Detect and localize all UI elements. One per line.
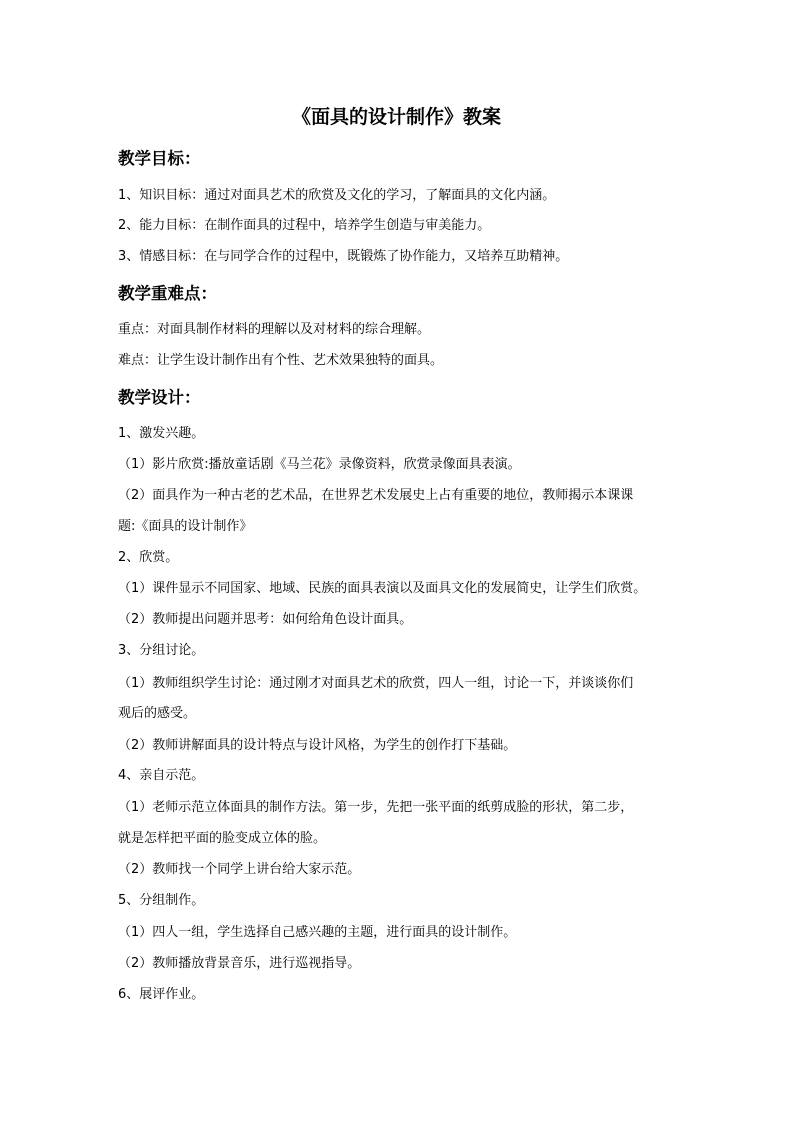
heading-key-points: 教学重难点： xyxy=(118,284,217,303)
design-line: （2）面具作为一种古老的艺术品，在世界艺术发展史上占有重要的地位，教师揭示本课课 xyxy=(118,488,634,503)
design-line: 6、展评作业。 xyxy=(118,987,205,1002)
key-point-item: 难点：让学生设计制作出有个性、艺术效果独特的面具。 xyxy=(118,353,444,368)
design-line: （2）教师讲解面具的设计特点与设计风格，为学生的创作打下基础。 xyxy=(118,738,517,753)
goal-item: 2、能力目标：在制作面具的过程中，培养学生创造与审美能力。 xyxy=(118,218,491,233)
design-line: 题:《面具的设计制作》 xyxy=(118,519,253,534)
design-line: 3、分组讨论。 xyxy=(118,643,205,658)
design-line: （2）教师播放背景音乐，进行巡视指导。 xyxy=(118,956,361,971)
design-line: （2）教师找一个同学上讲台给大家示范。 xyxy=(118,862,361,877)
goal-item: 1、知识目标：通过对面具艺术的欣赏及文化的学习，了解面具的文化内涵。 xyxy=(118,188,556,203)
goal-item: 3、情感目标：在与同学合作的过程中，既锻炼了协作能力，又培养互助精神。 xyxy=(118,249,569,264)
design-line: 观后的感受。 xyxy=(118,706,197,721)
heading-teaching-design: 教学设计： xyxy=(118,388,201,407)
design-line: 2、欣赏。 xyxy=(118,550,179,565)
design-line: 1、激发兴趣。 xyxy=(118,426,205,441)
design-line: 4、亲自示范。 xyxy=(118,768,205,783)
key-point-item: 重点：对面具制作材料的理解以及对材料的综合理解。 xyxy=(118,322,431,337)
design-line: （1）教师组织学生讨论：通过刚才对面具艺术的欣赏，四人一组，讨论一下，并谈谈你们 xyxy=(118,676,634,691)
document-title: 《面具的设计制作》教案 xyxy=(291,106,501,128)
design-line: （1）课件显示不同国家、地域、民族的面具表演以及面具文化的发展简史，让学生们欣赏。 xyxy=(118,581,647,596)
design-line: （2）教师提出问题并思考：如何给角色设计面具。 xyxy=(118,612,413,627)
design-line: （1）老师示范立体面具的制作方法。第一步，先把一张平面的纸剪成脸的形状，第二步， xyxy=(118,800,634,815)
heading-teaching-goals: 教学目标： xyxy=(118,149,201,168)
design-line: （1）四人一组，学生选择自己感兴趣的主题，进行面具的设计制作。 xyxy=(118,925,517,940)
design-line: 5、分组制作。 xyxy=(118,893,205,908)
design-line: （1）影片欣赏:播放童话剧《马兰花》录像资料，欣赏录像面具表演。 xyxy=(118,457,521,472)
design-line: 就是怎样把平面的脸变成立体的脸。 xyxy=(118,831,327,846)
